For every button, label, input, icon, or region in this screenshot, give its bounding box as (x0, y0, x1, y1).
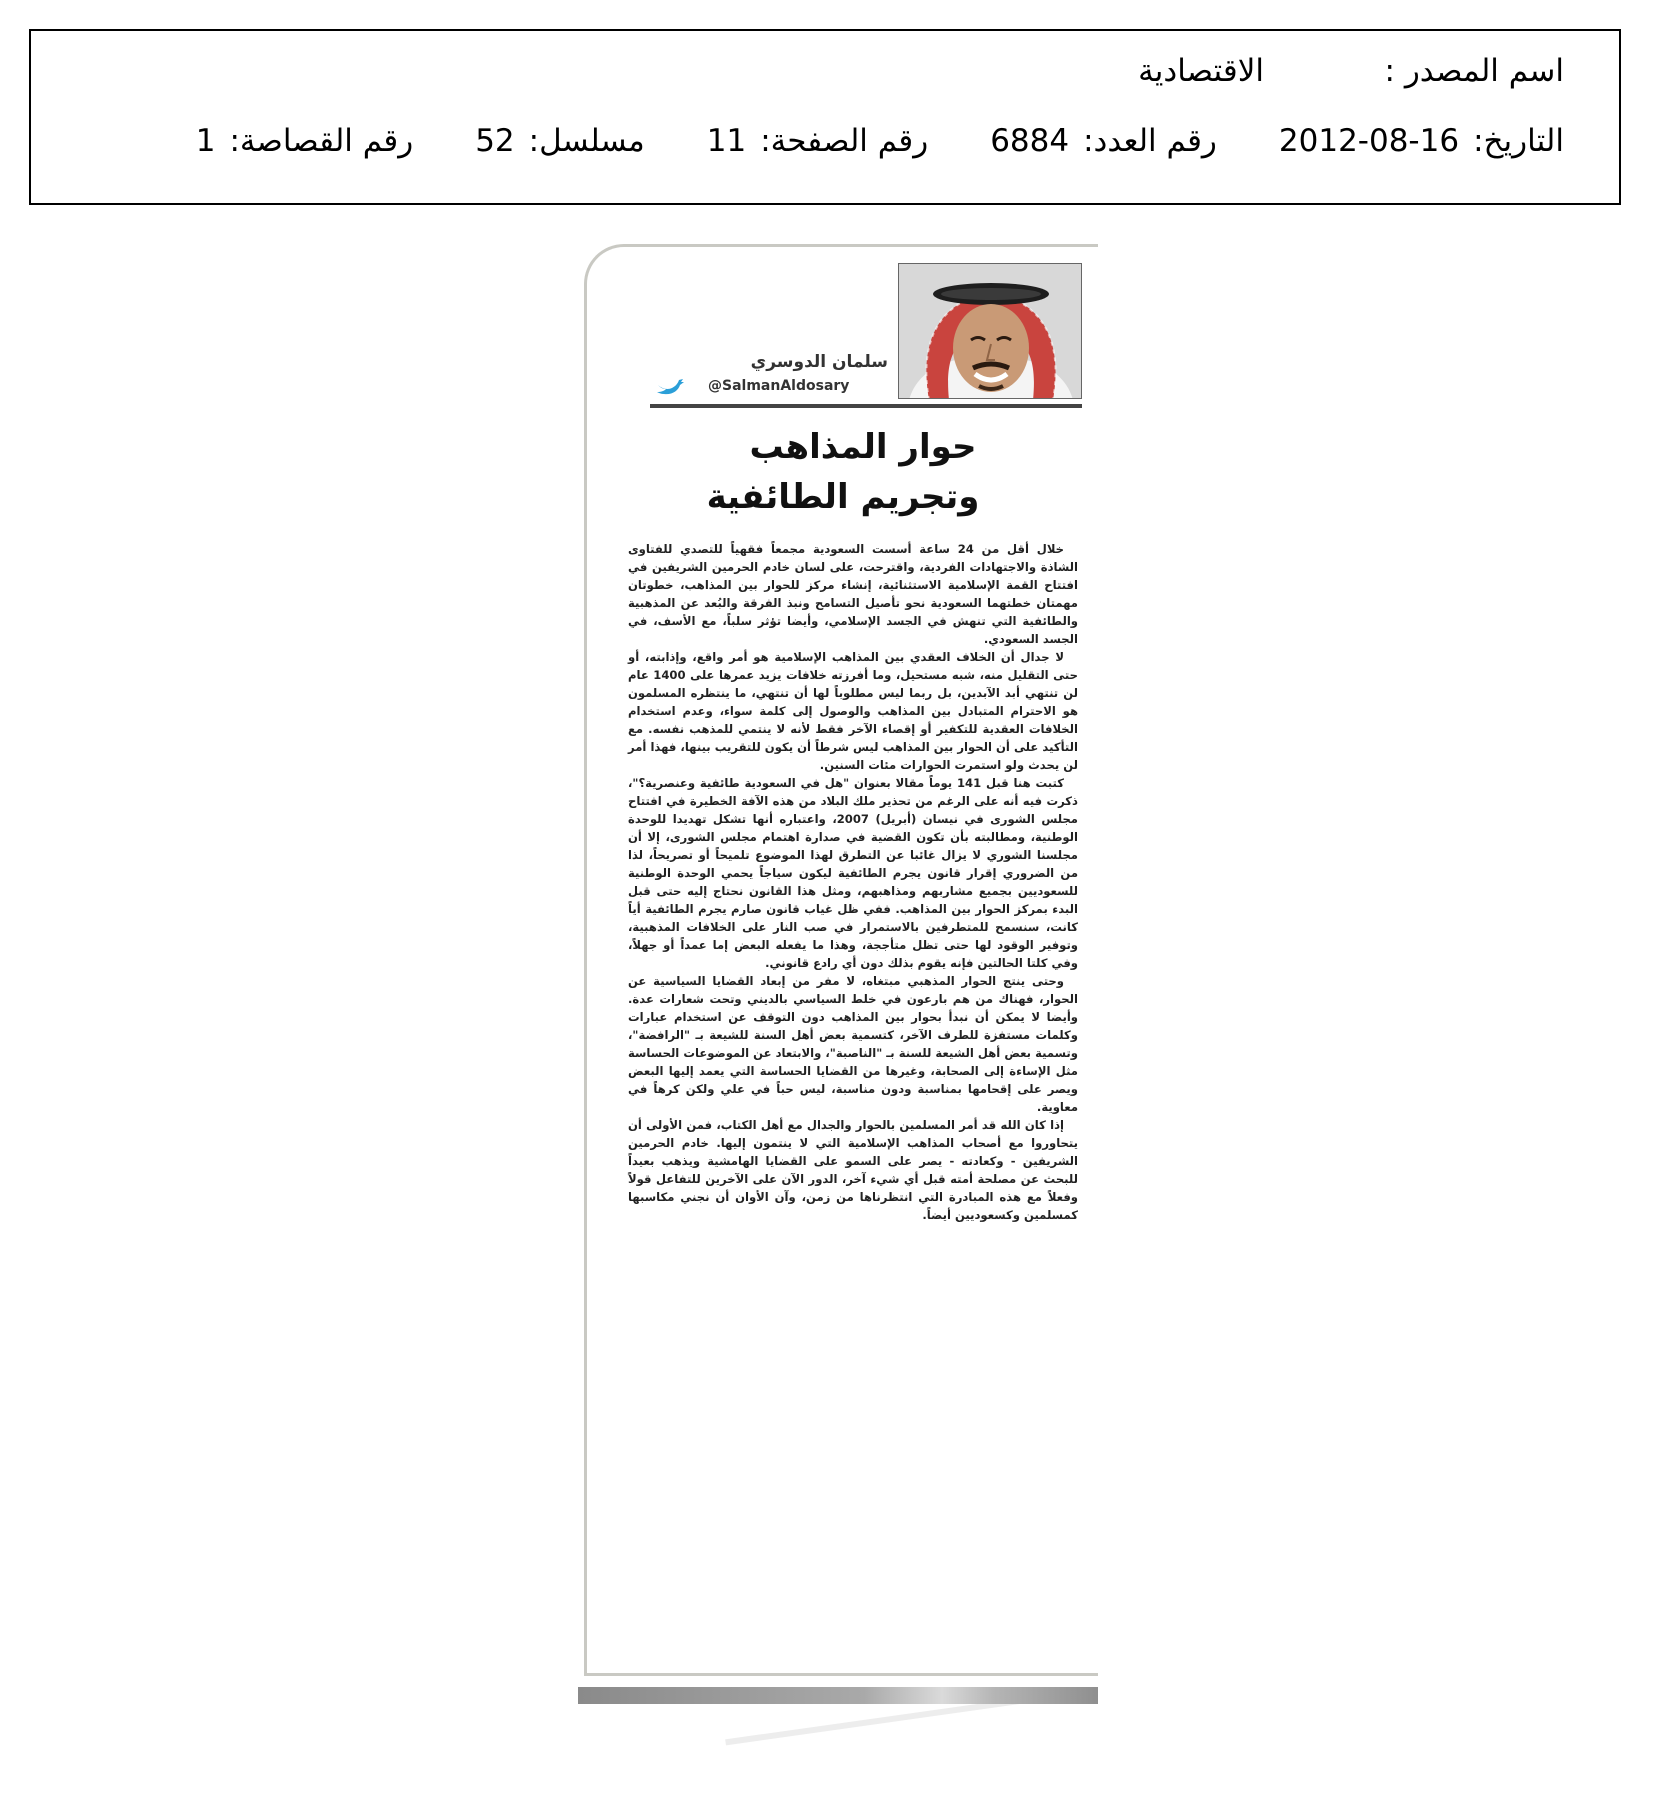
details-row (71, 123, 1564, 159)
author-name: سلمان الدوسري (750, 352, 888, 372)
date-field (1279, 123, 1564, 159)
clip-number-label: رقم القصاصة: (229, 123, 414, 159)
page-label: رقم الصفحة: (760, 123, 929, 159)
article-headline (618, 422, 1068, 522)
page-field (707, 123, 928, 159)
headline-line-2: وتجريم الطائفية (706, 477, 980, 517)
author-twitter-handle: @SalmanAldosary (708, 378, 850, 394)
source-label: اسم المصدر : (1384, 53, 1564, 89)
article-body (628, 540, 1078, 1224)
issue-label: رقم العدد: (1083, 123, 1217, 159)
issue-value: 6884 (990, 123, 1070, 159)
serial-field (475, 123, 645, 159)
issue-field (990, 123, 1217, 159)
author-portrait-image (899, 264, 1082, 399)
serial-value: 52 (475, 123, 515, 159)
column-bottom-bar (578, 1687, 1098, 1704)
article-paragraph: وحتى ينتج الحوار المذهبي مبتغاه، لا مفر من إبعاد القضايا السياسية عن الحوار، فهناك من هم بارعون في خلط السياسي بالديني وتحت شعارات عدة. وأيضا لا يمكن أن نبدأ بحوار بين المذاهب دون التوقف عن استخدام عبارات وكلمات مستفزة للطرف الآخر، كتسمية بعض أهل السنة للشيعة بـ "الرافضة"، وتسمية بعض أهل الشيعة للسنة بـ "الناصبة"، والابتعاد عن الموضوعات الحساسة مثل الإساءة إلى الصحابة، وغيرها من القضايا الحساسة التي يعمد إليها البعض ويصر على إقحامها بمناسبة ودون مناسبة، ليس حباً في علي ولكن كرهاً في معاوية. (628, 974, 1078, 1114)
clipping-metadata-box (29, 29, 1621, 205)
article-paragraph: كتبت هنا قبل 141 يوماً مقالا بعنوان "هل في السعودية طائفية وعنصرية؟"، ذكرت فيه أنه على الرغم من تحذير ملك البلاد من هذه الآفة الخطيرة في افتتاح مجلس الشورى في نيسان (أبريل) 2007، واعتباره أنها تشكل تهديدا للوحدة الوطنية، ومطالبته بأن تكون القضية في صدارة اهتمام مجلس الشورى، إلا أن مجلسنا الشوري لا يزال غائبا عن التطرق لهذا الموضوع تلميحاً أو تصريحاً، لذا من الضروري إقرار قانون يجرم الطائفية ليكون سياجاً يحمي الوحدة الوطنية للسعوديين بجميع مشاربهم ومذاهبهم، ومثل هذا القانون نحتاج إليه حتى قبل البدء بمركز الحوار بين المذاهب. ففي ظل غياب قانون صارم يجرم الطائفية أياً كانت، سنسمح للمتطرفين بالاستمرار في صب النار على الخلافات المذهبية، وتوفير الوقود لها حتى تظل متأججة، وهذا ما يفعله البعض إما عمداً أو جهلاً، وفي كلتا الحالتين فإنه يقوم بذلك دون أي رادع قانوني. (628, 776, 1078, 970)
date-value: 2012-08-16 (1278, 123, 1460, 159)
twitter-bird-icon (656, 377, 686, 397)
source-row (71, 53, 1564, 89)
clip-number-value: 1 (195, 123, 216, 159)
newspaper-clipping (578, 244, 1098, 1704)
article-paragraph: إذا كان الله قد أمر المسلمين بالحوار والجدال مع أهل الكتاب، فمن الأولى أن يتحاوروا مع أصحاب المذاهب الإسلامية التي لا ينتمون إليها. خادم الحرمين الشريفين - وكعادته - يصر على السمو على القضايا الهامشية ويذهب بعيداً للبحث عن مصلحة أمته قبل أي شيء آخر، الدور الآن على الآخرين للتفاعل قولاً وفعلاً مع هذه المبادرة التي انتظرناها من زمن، وآن الأوان أن نجني مكاسبها كمسلمين وكسعوديين أيضاً. (628, 1118, 1078, 1222)
author-photo (898, 263, 1082, 399)
serial-label: مسلسل: (528, 123, 645, 159)
clip-number-field (196, 123, 413, 159)
watermark-stroke (725, 1689, 1091, 1804)
author-divider (650, 404, 1082, 408)
source-value: الاقتصادية (1138, 53, 1264, 89)
date-label: التاريخ: (1473, 123, 1564, 159)
page-value: 11 (706, 123, 747, 159)
article-paragraph: لا جدال أن الخلاف العقدي بين المذاهب الإسلامية هو أمر واقع، وإذابته، أو حتى التقليل منه، شبه مستحيل، وما أفرزته خلافات يزيد عمرها على 1400 عام لن تنتهي أبد الآبدين، بل ربما ليس مطلوباً لها أن تنتهي، ما ينتظره المسلمون هو الاحترام المتبادل بين المذاهب والوصول إلى كلمة سواء، وعدم استخدام الخلافات العقدية للتكفير أو إقصاء الآخر فقط لأنه لا ينتمي للمذهب نفسه. مع التأكيد على أن الحوار بين المذاهب ليس شرطاً أن يكون للتقريب بينها، فهذا أمر لن يحدث ولو استمرت الحوارات مئات السنين. (628, 650, 1078, 772)
article-paragraph: خلال أقل من 24 ساعة أسست السعودية مجمعاً فقهياً للتصدي للفتاوى الشاذة والاجتهادات الفردية، واقترحت، على لسان خادم الحرمين الشريفين في افتتاح القمة الإسلامية الاستثنائية، إنشاء مركز للحوار بين المذاهب، خطوتان مهمتان خطتهما السعودية نحو تأصيل التسامح ونبذ الفرقة والبُعد عن المذهبية والطائفية التي تنهش في الجسد الإسلامي، وأيضا تؤثر سلباً، مع الأسف، في الجسد السعودي. (628, 542, 1078, 646)
headline-line-1: حوار المذاهب (749, 427, 977, 467)
